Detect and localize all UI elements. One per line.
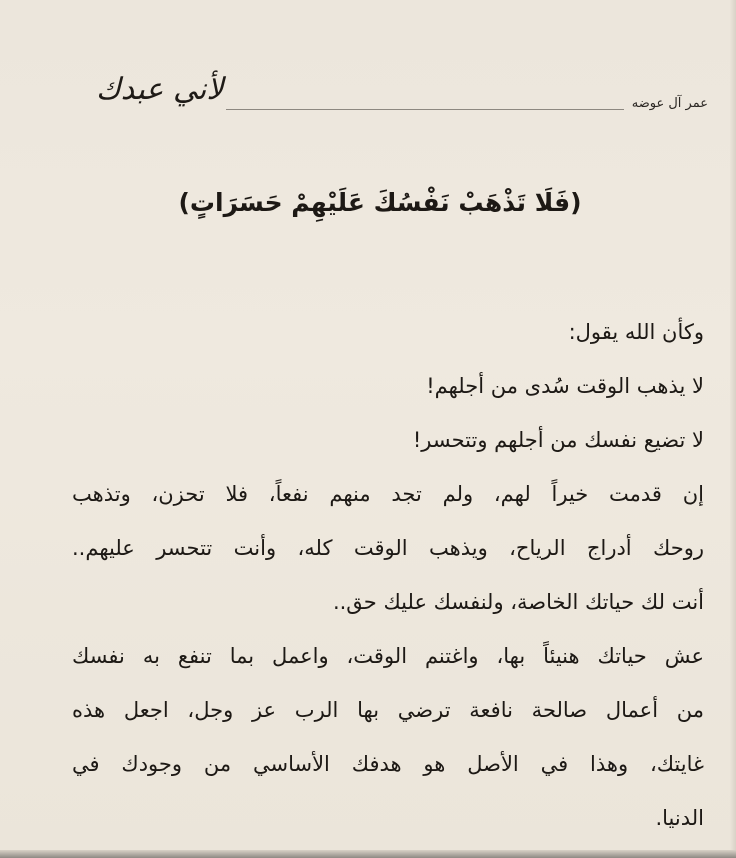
body-text bbox=[72, 305, 704, 845]
author-name: عمر آل عوضه bbox=[631, 96, 708, 111]
verse-heading: (فَلَا تَذْهَبْ نَفْسُكَ عَلَيْهِمْ حَسَرَاتٍ) bbox=[178, 188, 582, 217]
body-line: من أعمال صالحة نافعة ترضي بها الرب عز وجل، اجعل هذه bbox=[72, 698, 704, 722]
body-line: غايتك، وهذا في الأصل هو هدفك الأساسي من وجودك في bbox=[72, 752, 704, 776]
page-edge-right bbox=[730, 0, 736, 858]
body-line: الدنيا. bbox=[655, 806, 704, 830]
body-line: لا تضيع نفسك من أجلهم وتتحسر! bbox=[412, 428, 704, 452]
body-line: لا يذهب الوقت سُدى من أجلهم! bbox=[426, 374, 704, 398]
body-line: وكأن الله يقول: bbox=[568, 320, 704, 344]
page-edge-bottom bbox=[0, 850, 736, 858]
book-title: لأني عبدك bbox=[96, 72, 224, 107]
body-line: عش حياتك هنيئاً بها، واغتنم الوقت، واعمل بما تنفع به نفسك bbox=[72, 644, 704, 668]
page-header bbox=[96, 72, 708, 122]
body-line: أنت لك حياتك الخاصة، ولنفسك عليك حق.. bbox=[332, 590, 704, 614]
header-divider bbox=[226, 109, 624, 110]
body-line: روحك أدراج الرياح، ويذهب الوقت كله، وأنت تتحسر عليهم.. bbox=[72, 536, 704, 560]
body-line: إن قدمت خيراً لهم، ولم تجد منهم نفعاً، فلا تحزن، وتذهب bbox=[72, 482, 704, 506]
